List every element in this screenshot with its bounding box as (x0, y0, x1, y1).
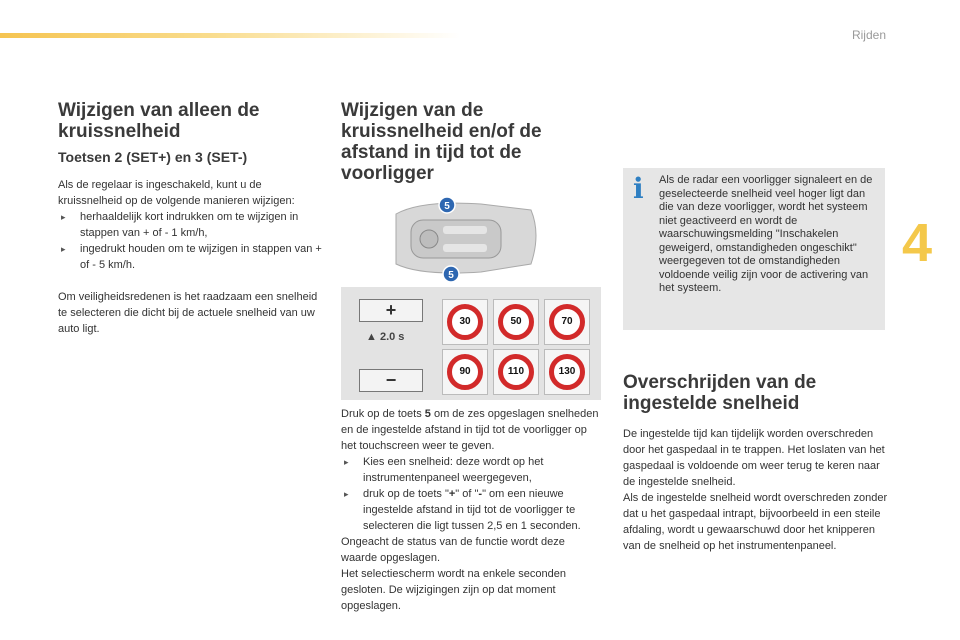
stalk-label-top: 5 (444, 201, 450, 212)
col2-para2: Ongeacht de status van de functie wordt deze waarde opgeslagen. (341, 536, 565, 564)
col1-title: Wijzigen van alleen de kruissnelheid (58, 100, 260, 142)
speed-cell[interactable] (493, 299, 539, 345)
column-change-speed (58, 100, 328, 337)
speed-cell[interactable] (442, 299, 488, 345)
col1-subtitle: Toetsen 2 (SET+) en 3 (SET-) (58, 149, 248, 165)
col1-bullet-2: ▸ ingedrukt houden om te wijzigen in stappen van + of - 5 km/h. (58, 241, 328, 273)
minus-button[interactable]: − (359, 369, 423, 392)
col1-intro: Als de regelaar is ingeschakeld, kunt u de kruissnelheid op de volgende manieren wijzigen: (58, 179, 295, 207)
col3-body2: Als de ingestelde snelheid wordt overschreden zonder dat u het gaspedaal intrapt, bijvoorbeeld in een steile afdaling, wordt u gewaarschuwd door het knipperen van de snelheid op het instrumentenpaneel. (623, 492, 888, 552)
speed-cell[interactable] (544, 299, 590, 345)
speed-sign-30: 30 (447, 304, 483, 340)
col2-intro: Druk op de toets 5 om de zes opgeslagen snelheden en de ingestelde afstand in tijd tot de voorligger op het touchscreen weer te geven. (341, 408, 599, 452)
col2-para3: Het selectiescherm wordt na enkele seconden gesloten. De wijzigingen zijn op dat moment opgeslagen. (341, 568, 567, 612)
speed-sign-110: 110 (498, 354, 534, 390)
col1-note: Om veiligheidsredenen is het raadzaam een snelheid te selecteren die dicht bij de actuele snelheid van uw auto ligt. (58, 291, 318, 335)
stalk-illustration (341, 194, 601, 284)
info-icon: i (633, 172, 644, 205)
col2-bullet-2: ▸ druk op de toets "+" of "-" om een nieuwe ingestelde afstand in tijd tot de voorligger te selecteren die ligt tussen 2,5 en 1 seconden. (341, 486, 603, 534)
header-accent-bar (0, 33, 460, 38)
col2-bullets (341, 454, 603, 534)
col1-text (58, 177, 328, 337)
col3-title: Overschrijden van de ingestelde snelheid (623, 372, 817, 414)
stalk-label-bottom: 5 (448, 270, 454, 281)
speed-sign-130: 130 (549, 354, 585, 390)
speed-sign-50: 50 (498, 304, 534, 340)
distance-text: 2.0 s (379, 331, 405, 343)
col1-bullet-1: ▸ herhaaldelijk kort indrukken om te wijzigen in stappen van + of - 1 km/h, (58, 209, 328, 241)
column-override (623, 372, 888, 554)
speed-cell[interactable] (493, 349, 539, 395)
speed-sign-90: 90 (447, 354, 483, 390)
col2-title: Wijzigen van de kruissnelheid en/of de afstand in tijd tot de voorligger (341, 100, 542, 184)
car-distance-icon: ▲ (366, 331, 380, 343)
col2-body (341, 406, 603, 614)
distance-value (366, 331, 404, 343)
col2-bullet-1: ▸ Kies een snelheid: deze wordt op het instrumentenpaneel weergegeven, (341, 454, 603, 486)
col3-body: De ingestelde tijd kan tijdelijk worden overschreden door het gaspedaal in te trappen. Het loslaten van het gaspedaal is voldoende om weer terug te keren naar de ingestelde snelheid. (623, 428, 885, 488)
touchscreen-panel (341, 287, 601, 400)
info-text: Als de radar een voorligger signaleert en de geselecteerde snelheid veel hoger ligt dan die van deze voorligger, wordt het systeem niet geactiveerd en wordt de waarschuwingsmelding "Inschakelen geweigerd, omstandigheden ongeschikt" weergegeven tot de omstandigheden voldoende veilig zijn voor de activering van het systeem. (659, 174, 873, 294)
col1-bullets (58, 209, 328, 273)
section-label: Rijden (851, 28, 886, 42)
speed-sign-70: 70 (549, 304, 585, 340)
col3-text (623, 426, 888, 554)
plus-button[interactable]: + (359, 299, 423, 322)
speed-cell[interactable] (442, 349, 488, 395)
chapter-number: 4 (902, 213, 933, 273)
info-box (623, 168, 885, 330)
speed-cell[interactable] (544, 349, 590, 395)
